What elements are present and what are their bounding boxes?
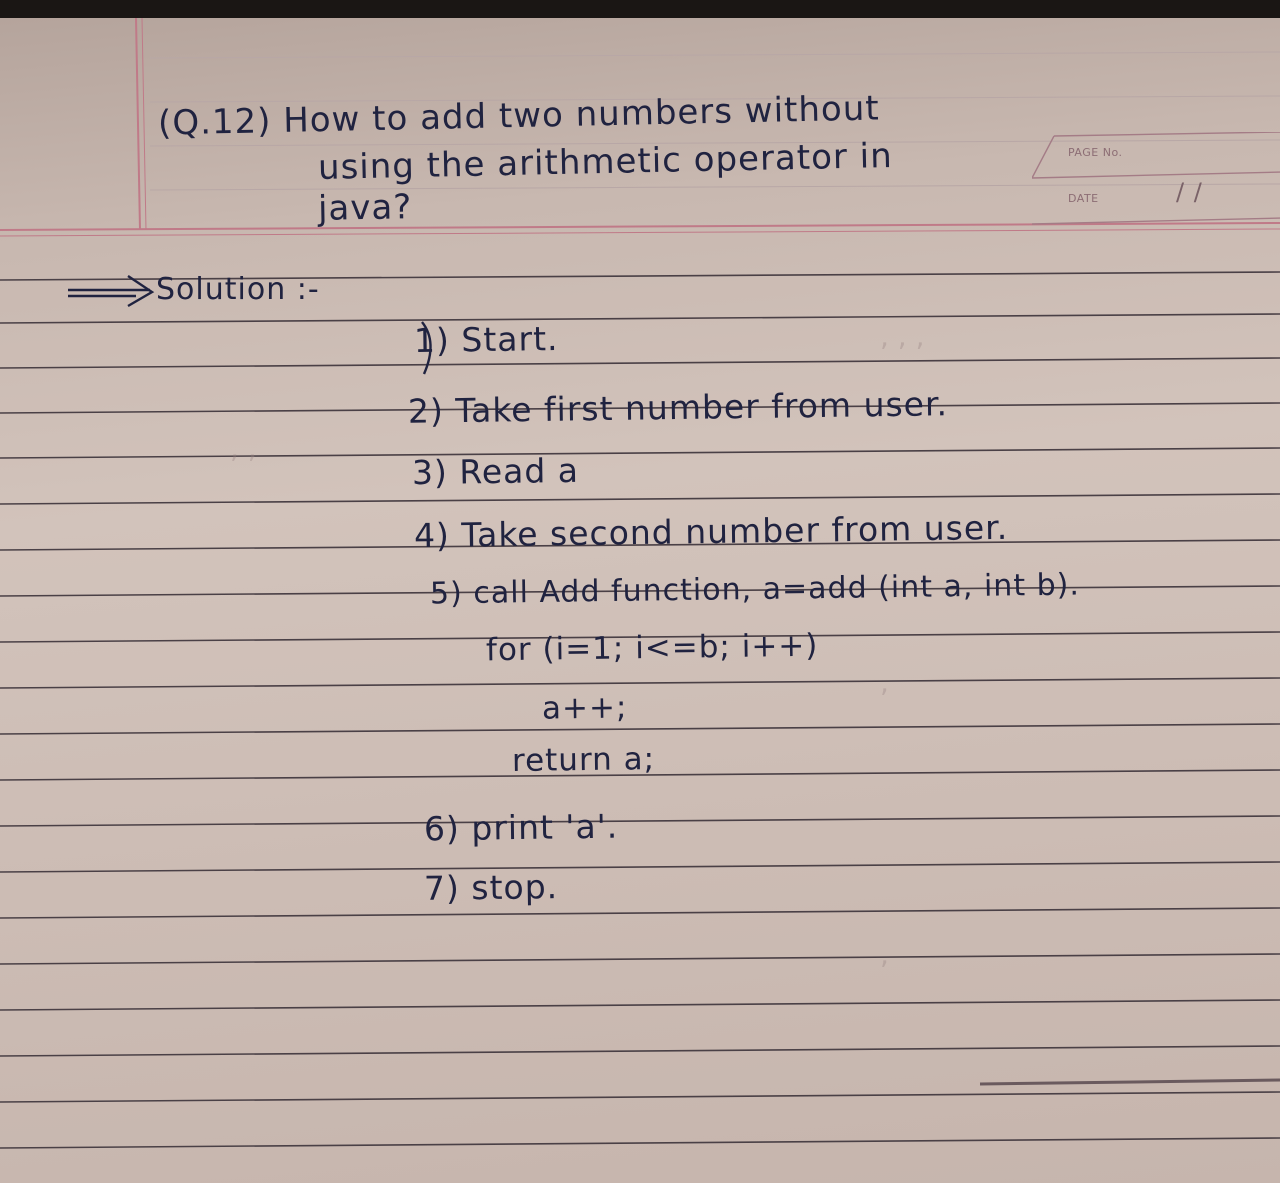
ruled-line: [0, 358, 1280, 368]
ruled-line: [0, 908, 1280, 918]
question-line-3: java?: [317, 187, 413, 229]
step-2: 2) Take first number from user.: [407, 384, 949, 431]
header-line: [0, 229, 1280, 236]
ruled-line: [0, 314, 1280, 323]
bleed-through: , , ,: [880, 320, 925, 353]
question-line-1: (Q.12) How to add two numbers without: [157, 88, 881, 144]
arrow-right-icon: [66, 270, 156, 310]
step-6: 6) print 'a'.: [423, 806, 619, 849]
step-bracket: [418, 318, 442, 378]
margin-line: [142, 18, 146, 230]
notebook-page: [0, 18, 1280, 1183]
ruled-line: [0, 1000, 1280, 1010]
step-4: 4) Take second number from user.: [413, 507, 1009, 556]
ruled-line: [0, 724, 1280, 734]
ruled-line: [0, 954, 1280, 964]
date-label: DATE: [1068, 192, 1099, 205]
ruled-line: [0, 816, 1280, 826]
date-value: / /: [1176, 178, 1203, 206]
step-5: 5) call Add function, a=add (int a, int b).: [429, 567, 1081, 612]
bottom-margin-line: [0, 1068, 1280, 1098]
ruled-line: [0, 862, 1280, 872]
code-loop: for (i=1; i<=b; i++): [485, 627, 819, 669]
solution-heading: Solution :-: [156, 272, 320, 307]
step-3: 3) Read a: [411, 450, 580, 493]
code-increment: a++;: [541, 689, 628, 727]
ruled-line: [0, 494, 1280, 504]
margin-line: [136, 18, 140, 230]
page-no-label: PAGE No.: [1068, 146, 1123, 159]
ruled-line: [0, 1138, 1280, 1148]
bleed-through: , ,: [230, 432, 257, 465]
step-7: 7) stop.: [423, 867, 559, 908]
question-line-2: using the arithmetic operator in: [317, 135, 894, 189]
ruled-line: [0, 448, 1280, 458]
step-1: 1) Start.: [413, 318, 559, 361]
bleed-through: ,: [880, 666, 889, 699]
code-return: return a;: [511, 741, 656, 779]
ruled-line: [0, 1046, 1280, 1056]
ruled-line: [0, 678, 1280, 688]
bleed-through: ,: [880, 938, 889, 971]
